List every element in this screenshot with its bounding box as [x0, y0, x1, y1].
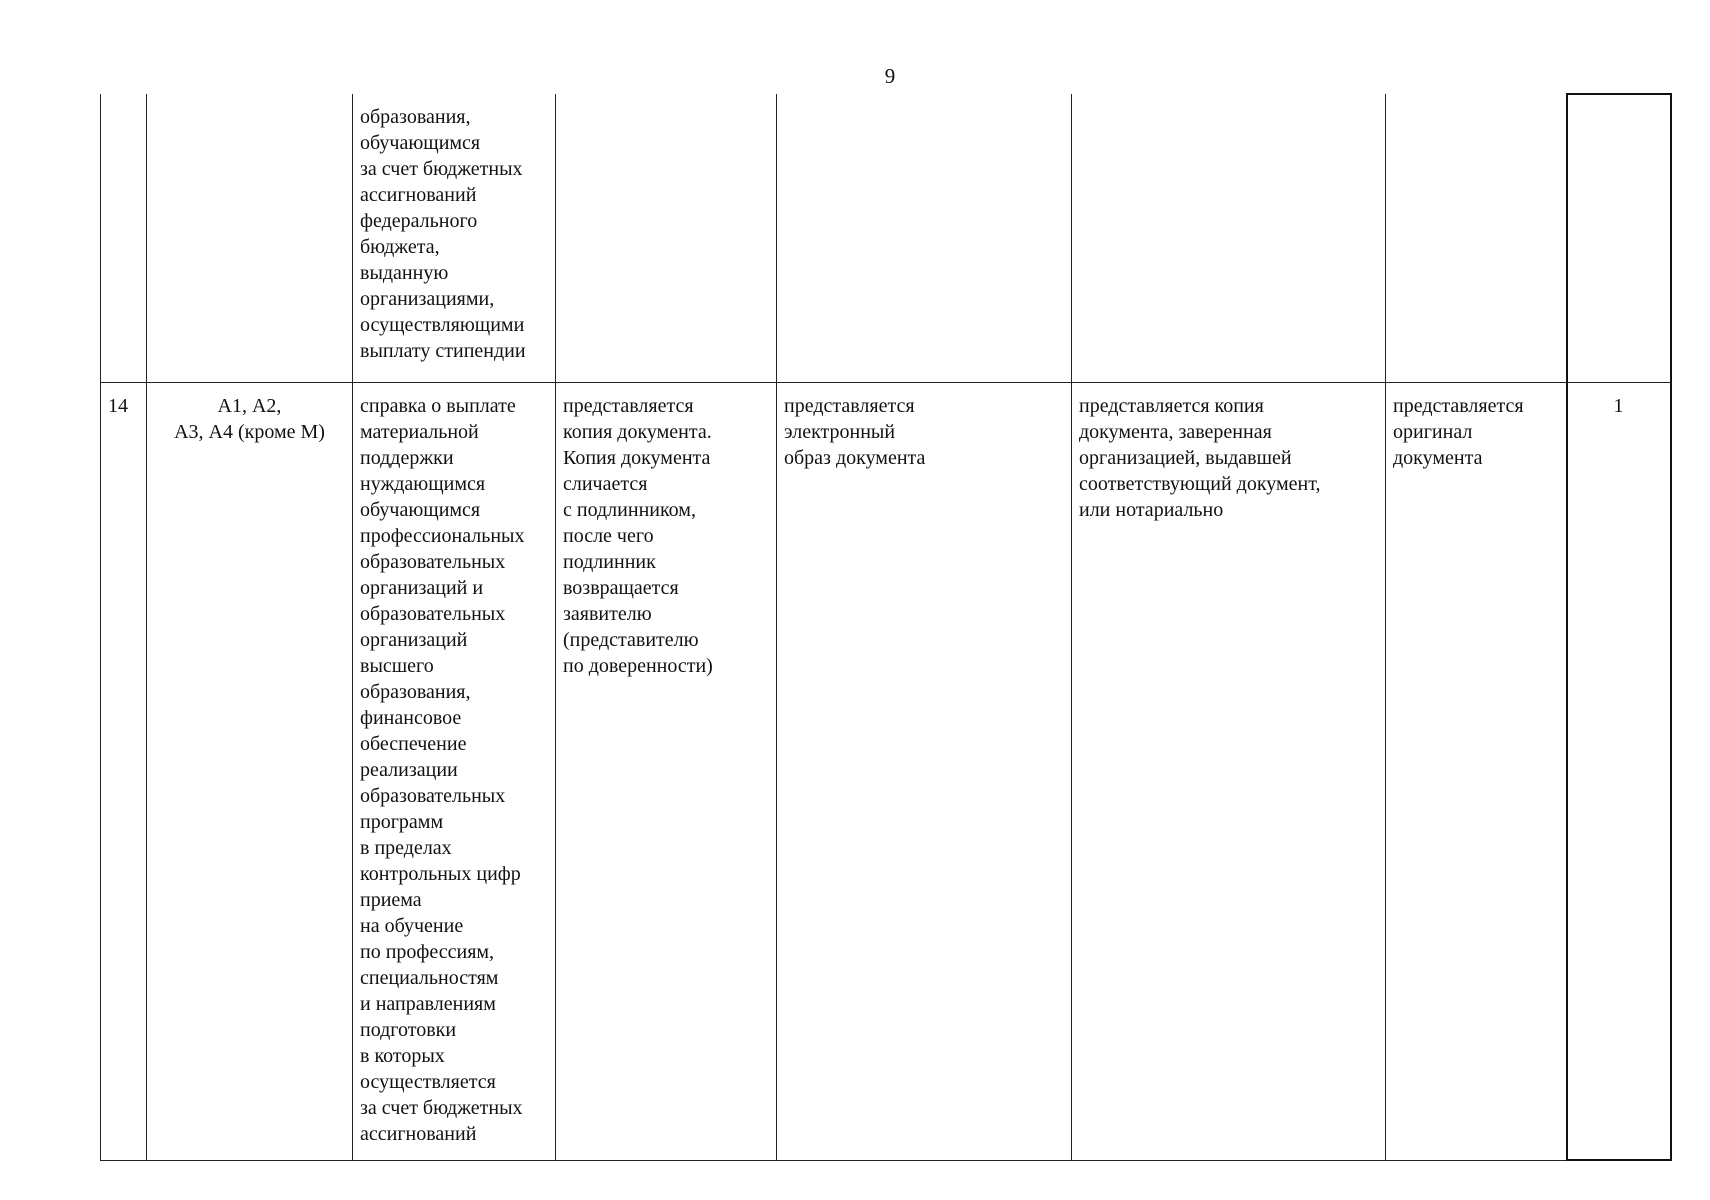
text-line: по доверенности)	[563, 654, 713, 677]
text-line: программ	[360, 810, 444, 833]
text-line: заявителю	[563, 602, 652, 625]
text-line: за счет бюджетных	[360, 158, 523, 180]
table-row-14	[101, 382, 1671, 1160]
text-line: ассигнований	[360, 1122, 477, 1145]
text-line: представляется копия	[1079, 394, 1264, 417]
cell-by-mail	[1072, 94, 1386, 382]
text-line: в которых	[360, 1044, 445, 1067]
cell-categories	[147, 94, 353, 382]
text-line: выплату стипендии	[360, 340, 526, 362]
text-line: материальной	[360, 420, 479, 443]
cell-number	[101, 94, 147, 382]
text-line: обеспечение	[360, 732, 467, 755]
text-line: организацией, выдавшей	[1079, 446, 1292, 469]
cell-number: 14	[101, 382, 147, 1160]
cell-in-person	[556, 382, 777, 1160]
text-line: высшего	[360, 654, 434, 677]
text-line: копия документа.	[563, 420, 712, 443]
text-line: образовательных	[360, 550, 506, 573]
text-line: поддержки	[360, 446, 454, 469]
text-line: приема	[360, 888, 422, 911]
text-line: электронный	[784, 420, 896, 443]
cell-in-person	[556, 94, 777, 382]
text-line: бюджета,	[360, 236, 440, 258]
text-line: специальностям	[360, 966, 499, 989]
text-line: сличается	[563, 472, 648, 495]
cell-categories	[147, 382, 353, 1160]
text-line: документа	[1393, 446, 1483, 469]
text-line: образования,	[360, 680, 471, 703]
text-line: возвращается	[563, 576, 679, 599]
cell-electronic	[777, 382, 1072, 1160]
cell-via-mfc	[1386, 94, 1567, 382]
text-line: справка о выплате	[360, 394, 516, 417]
text-line: за счет бюджетных	[360, 1096, 523, 1119]
cell-count: 1	[1567, 382, 1671, 1160]
text-line: организаций	[360, 628, 468, 651]
text-line: организаций и	[360, 576, 484, 599]
text-line: А1, А2,	[217, 394, 282, 417]
text-line: Копия документа	[563, 446, 711, 469]
text-line: обучающимся	[360, 498, 481, 521]
text-line: представляется	[1393, 394, 1524, 417]
text-line: документа, заверенная	[1079, 420, 1272, 443]
cell-via-mfc	[1386, 382, 1567, 1160]
text-line: федерального	[360, 210, 478, 232]
text-line: образовательных	[360, 784, 506, 807]
cell-count	[1567, 94, 1671, 382]
text-line: реализации	[360, 758, 458, 781]
cell-document-name	[353, 94, 556, 382]
text-line: после чего	[563, 524, 654, 547]
text-line: соответствующий документ,	[1079, 472, 1321, 495]
text-line: организациями,	[360, 288, 495, 310]
text-line: оригинал	[1393, 420, 1473, 443]
requirements-table	[100, 93, 1672, 1161]
text-line: профессиональных	[360, 524, 525, 547]
text-line: образовательных	[360, 602, 506, 625]
text-line: по профессиям,	[360, 940, 495, 963]
cell-electronic	[777, 94, 1072, 382]
text-line: (представителю	[563, 628, 699, 651]
table-row-continuation	[101, 94, 1671, 382]
cell-by-mail	[1072, 382, 1386, 1160]
text-line: контрольных цифр	[360, 862, 521, 885]
text-line: с подлинником,	[563, 498, 696, 521]
text-line: нуждающимся	[360, 472, 486, 495]
cell-document-name	[353, 382, 556, 1160]
text-line: выданную	[360, 262, 449, 284]
text-line: обучающимся	[360, 132, 481, 154]
text-line: осуществляющими	[360, 314, 525, 336]
text-line: и направлениям	[360, 992, 496, 1015]
text-line: финансовое	[360, 706, 462, 729]
text-line: ассигнований	[360, 184, 477, 206]
text-line: или нотариально	[1079, 498, 1224, 521]
page-number: 9	[884, 64, 896, 88]
text-line: образ документа	[784, 446, 926, 469]
text-line: подготовки	[360, 1018, 457, 1041]
text-line: А3, А4 (кроме М)	[174, 420, 325, 443]
text-line: осуществляется	[360, 1070, 496, 1093]
text-line: представляется	[784, 394, 915, 417]
text-line: подлинник	[563, 550, 656, 573]
text-line: на обучение	[360, 914, 464, 937]
text-line: образования,	[360, 106, 471, 128]
text-line: представляется	[563, 394, 694, 417]
text-line: в пределах	[360, 836, 452, 859]
